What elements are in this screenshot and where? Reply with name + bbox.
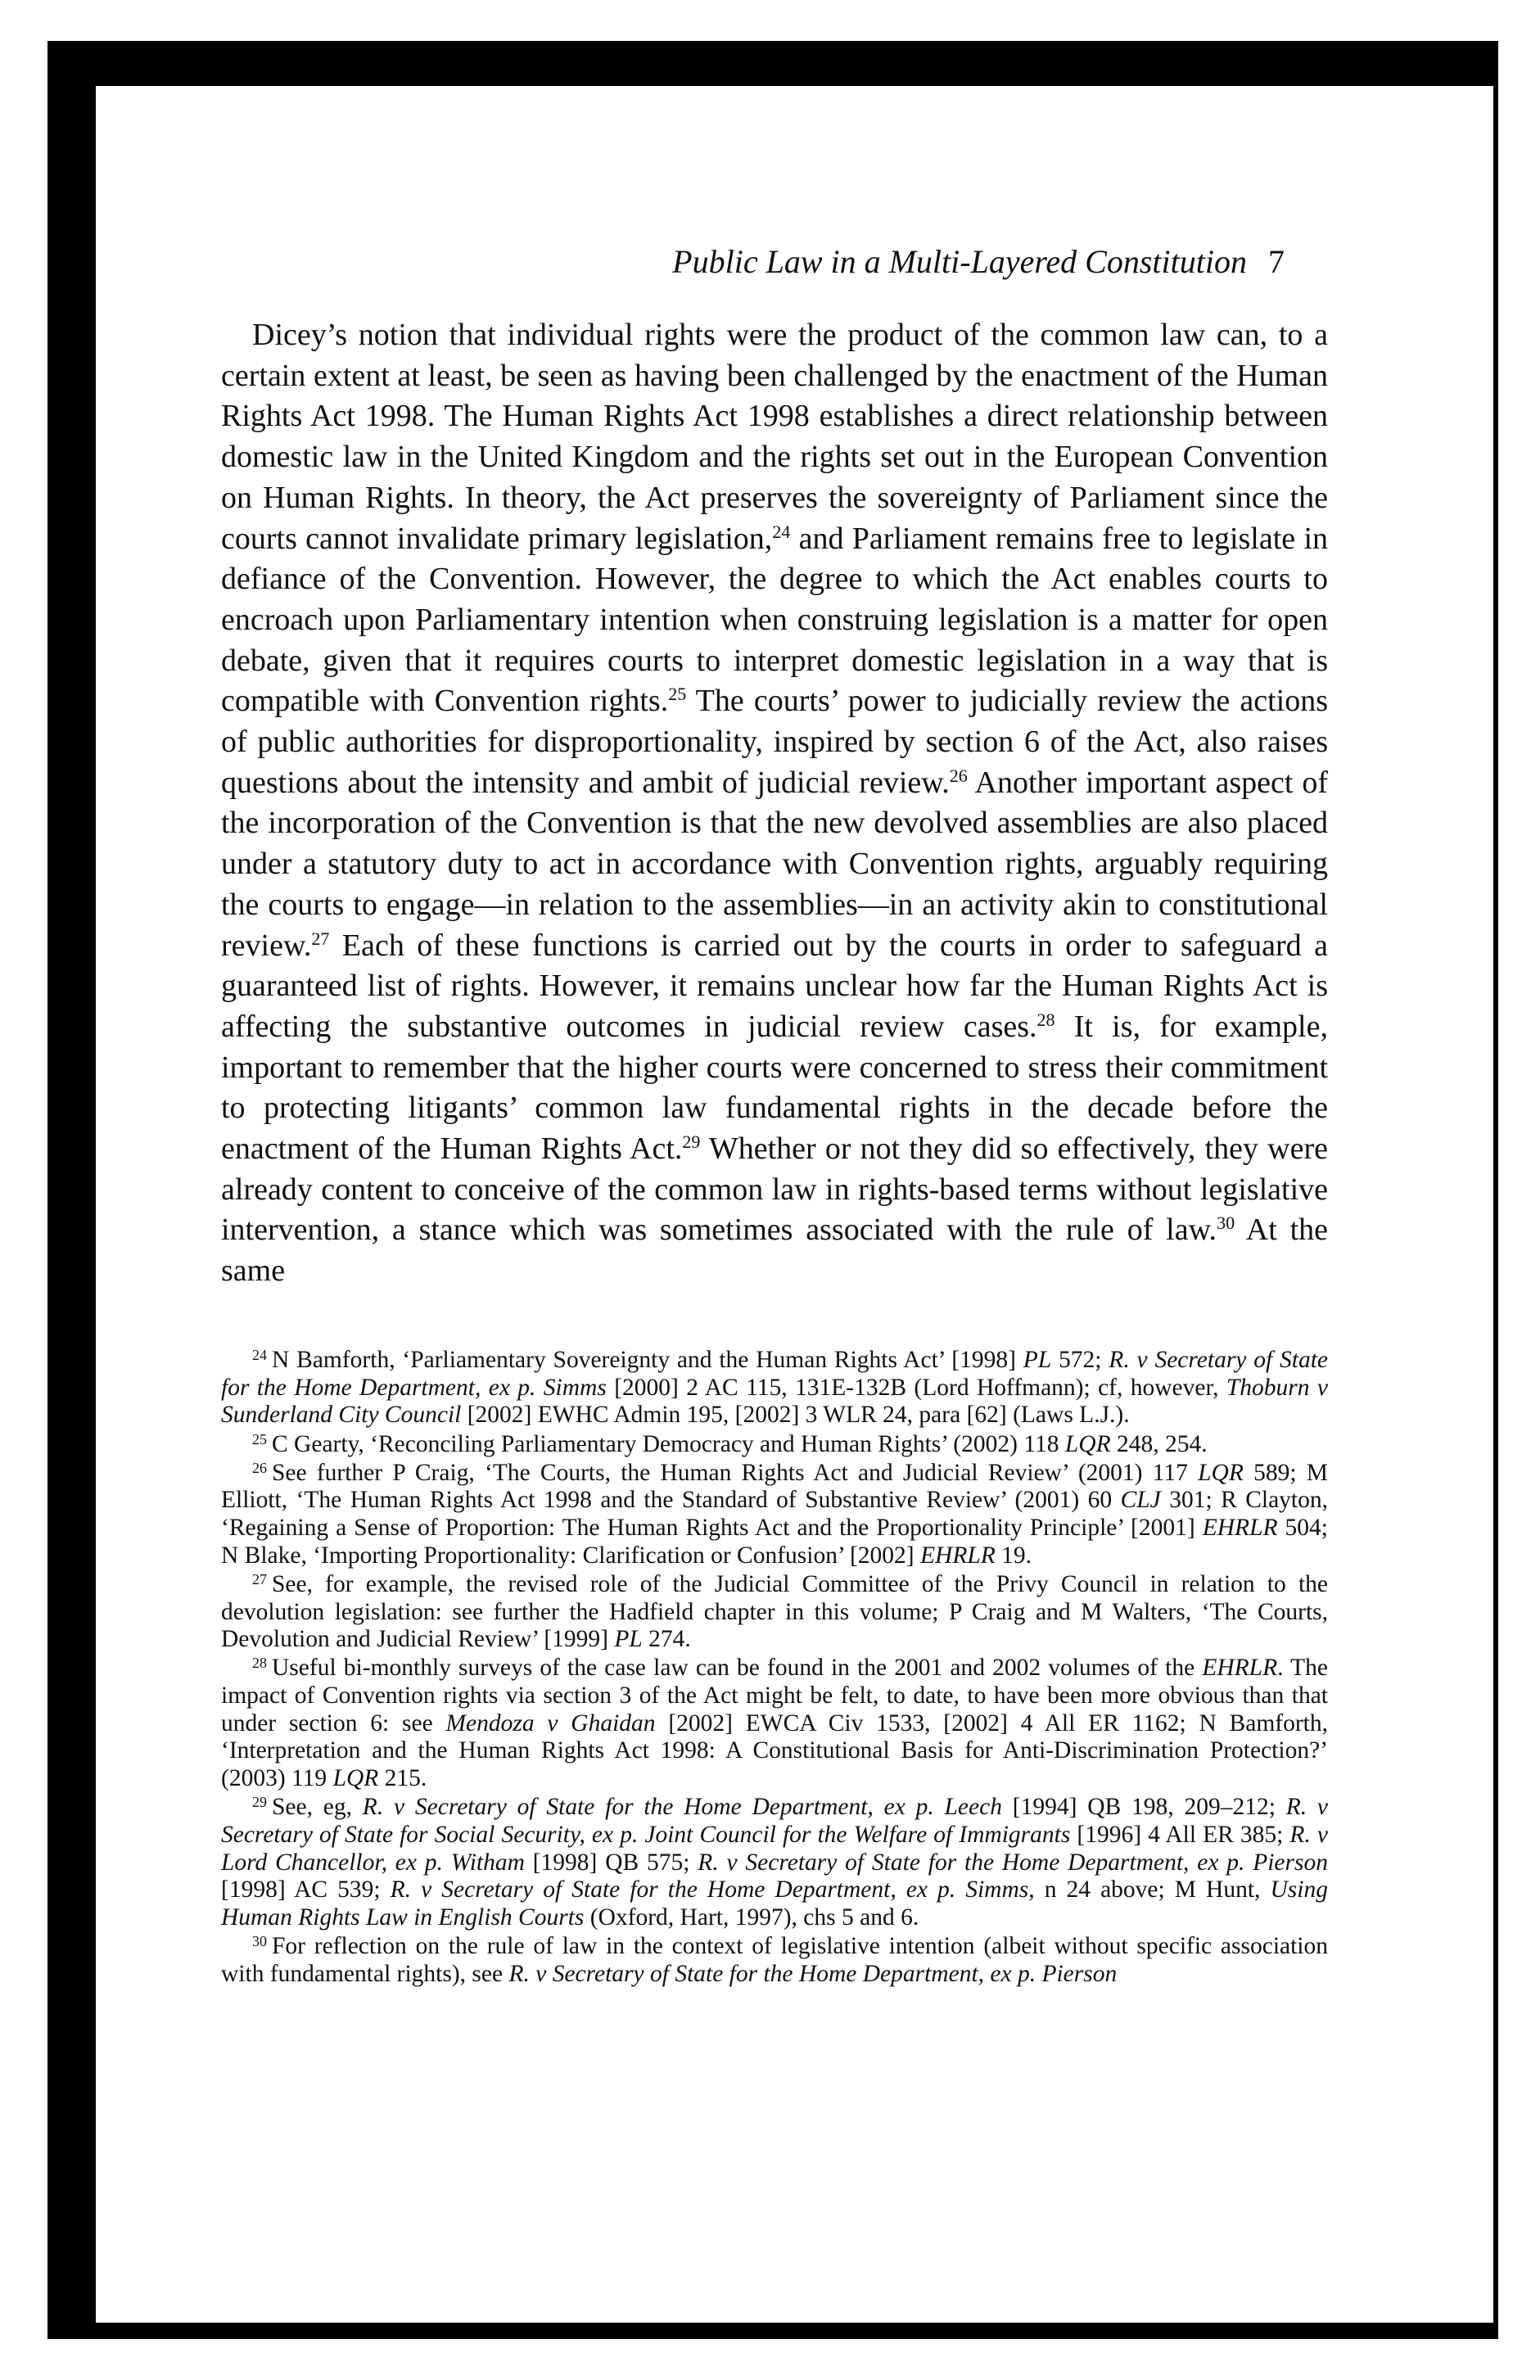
footnote-ref-29: 29 [682, 1131, 701, 1153]
footnote-text: [1998] AC 539; [221, 1876, 391, 1904]
footnote-text: [1998] QB 575; [524, 1849, 698, 1876]
footnote-ref-28: 28 [1036, 1009, 1055, 1030]
footnote-27 [221, 1571, 1328, 1654]
footnote-text: . The impact of Convention rights via section 3 of the Act might be felt, to date, to have been more obvious than that under section 6: see [221, 1655, 1328, 1736]
footnote-28 [221, 1655, 1328, 1793]
footnote-ref-30: 30 [1217, 1213, 1235, 1234]
footnote-citation: R. v Secretary of State for Social Security, ex p. Joint Council for the Welfare of Immigrants [221, 1794, 1328, 1848]
footnote-30 [221, 1933, 1328, 1988]
footnote-citation: EHRLR [1202, 1655, 1278, 1682]
footnote-citation: LQR [332, 1765, 379, 1792]
footnote-number: 26 [252, 1459, 267, 1476]
footnote-text: For reflection on the rule of law in the context of legislative intention (albeit without specific association with fundamental rights), see [221, 1933, 1328, 1987]
footnote-citation: R. v Secretary of State for the Home Department, ex p. Simms [390, 1876, 1029, 1904]
footnote-citation: PL [1023, 1347, 1052, 1373]
footnote-citation: Using Human Rights Law in English Courts [221, 1876, 1328, 1931]
footnote-text: [2000] 2 AC 115, 131E-132B (Lord Hoffmann); cf, however, [606, 1374, 1226, 1401]
footnote-text: Useful bi-monthly surveys of the case law can be found in the 2001 and 2002 volumes of the [272, 1655, 1203, 1682]
footnote-citation: Mendoza v Ghaidan [445, 1709, 656, 1736]
footnote-citation: CLJ [1120, 1487, 1161, 1514]
footnote-text: 572; [1051, 1347, 1109, 1373]
footnote-text: See, for example, the revised role of the Judicial Committee of the Privy Council in relation to the devolution legislation: see further the Hadfield chapter in this volume; P Craig and M Walters, ‘The Courts, Devolution and Judicial Review’ [1999] [221, 1570, 1328, 1653]
footnote-citation: EHRLR [1202, 1515, 1278, 1541]
main-text [221, 315, 1328, 1292]
body-text-run: Whether or not they did so effectively, they were already content to conceive of the common law in rights-based terms without legislative intervention, a stance which was sometimes associated with the rule of law. [221, 1131, 1328, 1248]
footnote-ref-26: 26 [949, 765, 968, 786]
body-text-run: Dicey’s notion that individual rights were the product of the common law can, to a certain extent at least, be seen as having been challenged by the enactment of the Human Rights Act 1998. The Human Rights Act 1998 establishes a direct relationship between domestic law in the United Kingdom and the rights set out in the European Convention on Human Rights. In theory, the Act preserves the sovereignty of Parliament since the courts cannot invalidate primary legislation, [221, 318, 1328, 556]
footnote-text: [2002] EWHC Admin 195, [2002] 3 WLR 24, para [62] (Laws L.J.). [461, 1402, 1130, 1429]
footnote-text: 504; N Blake, ‘Importing Proportionality: Clarification or Confusion’ [2002] [221, 1515, 1328, 1569]
footnote-ref-24: 24 [772, 521, 791, 542]
footnote-number: 29 [252, 1794, 267, 1811]
footnote-citation: R. v Lord Chancellor, ex p. Witham [221, 1821, 1328, 1876]
footnote-citation: R. v Secretary of State for the Home Department, ex p. Pierson [508, 1960, 1118, 1987]
footnote-text: [1994] QB 198, 209–212; [1001, 1794, 1286, 1821]
running-head-title: Public Law in a Multi-Layered Constitution [672, 243, 1247, 280]
footnote-text: N Bamforth, ‘Parliamentary Sovereignty and the Human Rights Act’ [1998] [272, 1347, 1023, 1373]
footnote-text: 215. [378, 1765, 427, 1792]
footnote-ref-25: 25 [668, 684, 687, 705]
footnote-text: , n 24 above; M Hunt, [1028, 1876, 1271, 1904]
footnote-text: 274. [642, 1626, 691, 1653]
footnote-citation: R. v Secretary of State for the Home Department, ex p. Leech [362, 1794, 1002, 1821]
footnote-text: See further P Craig, ‘The Courts, the Human Rights Act and Judicial Review’ (2001) 117 [272, 1459, 1199, 1486]
footnotes [221, 1347, 1328, 1989]
body-text-run: At the same [221, 1213, 1329, 1289]
body-text-run: It is, for example, important to remember that the higher courts were concerned to stress their commitment to protecting litigants’ common law fundamental rights in the decade before the enactment of the Human Rights Act. [221, 1009, 1328, 1167]
footnote-number: 30 [252, 1933, 267, 1950]
body-text-run: and Parliament remains free to legislate in defiance of the Convention. However, the degree to which the Act enables courts to encroach upon Parliamentary intention when construing legislation is a matter for open debate, given that it requires courts to interpret domestic legislation in a way that is compatible with Convention rights. [221, 521, 1328, 719]
footnote-number: 27 [252, 1570, 267, 1587]
footnote-text: 19. [995, 1542, 1032, 1569]
footnote-citation: LQR [1198, 1459, 1244, 1486]
footnote-text: 301; R Clayton, ‘Regaining a Sense of Proportion: The Human Rights Act and the Proportionality Principle’ [2001] [221, 1487, 1328, 1541]
footnote-citation: Thoburn v Sunderland City Council [221, 1374, 1329, 1429]
footnote-24 [221, 1347, 1328, 1429]
body-paragraph [221, 315, 1328, 1292]
body-text-run: The courts’ power to judicially review the actions of public authorities for disproportionality, inspired by section 6 of the Act, also raises questions about the intensity and ambit of judicial review. [221, 684, 1328, 800]
footnote-25 [221, 1431, 1328, 1459]
footnote-text: 248, 254. [1110, 1430, 1208, 1457]
footnote-29 [221, 1794, 1328, 1932]
body-text-run: Each of these functions is carried out by the courts in order to safeguard a guaranteed list of rights. However, it remains unclear how far the Human Rights Act is affecting the substantive outcomes in judicial review cases. [221, 928, 1328, 1044]
footnote-number: 24 [252, 1347, 267, 1363]
footnote-text: See, eg, [272, 1794, 363, 1821]
footnote-citation: LQR [1064, 1430, 1111, 1457]
footnote-text: [1996] 4 All ER 385; [1070, 1821, 1290, 1848]
footnote-citation: R. v Secretary of State for the Home Department, ex p. Pierson [698, 1849, 1328, 1876]
running-head [158, 242, 1285, 282]
footnote-text: C Gearty, ‘Reconciling Parliamentary Democracy and Human Rights’ (2002) 118 [272, 1430, 1065, 1457]
footnote-text: (Oxford, Hart, 1997), chs 5 and 6. [584, 1904, 919, 1931]
footnote-citation: PL [614, 1626, 643, 1653]
footnote-number: 25 [252, 1430, 267, 1447]
footnote-citation: EHRLR [920, 1542, 996, 1569]
footnote-number: 28 [252, 1655, 267, 1672]
footnote-26 [221, 1460, 1328, 1570]
body-text-run: Another important aspect of the incorporation of the Convention is that the new devolved assemblies are also placed under a statutory duty to act in accordance with Convention rights, arguably requiring the courts to engage—in relation to the assemblies—in an activity akin to constitutional review. [221, 765, 1329, 963]
footnote-text: [2002] EWCA Civ 1533, [2002] 4 All ER 1162; N Bamforth, ‘Interpretation and the Human Rights Act 1998: A Constitutional Basis for Anti-Discrimination Protection?’ (2003) 119 [221, 1709, 1328, 1792]
footnote-ref-27: 27 [311, 928, 330, 949]
footnote-citation: R. v Secretary of State for the Home Department, ex p. Simms [221, 1347, 1329, 1401]
page-number: 7 [1268, 243, 1285, 280]
footnote-text: 589; M Elliott, ‘The Human Rights Act 1998 and the Standard of Substantive Review’ (2001) 60 [221, 1459, 1328, 1514]
